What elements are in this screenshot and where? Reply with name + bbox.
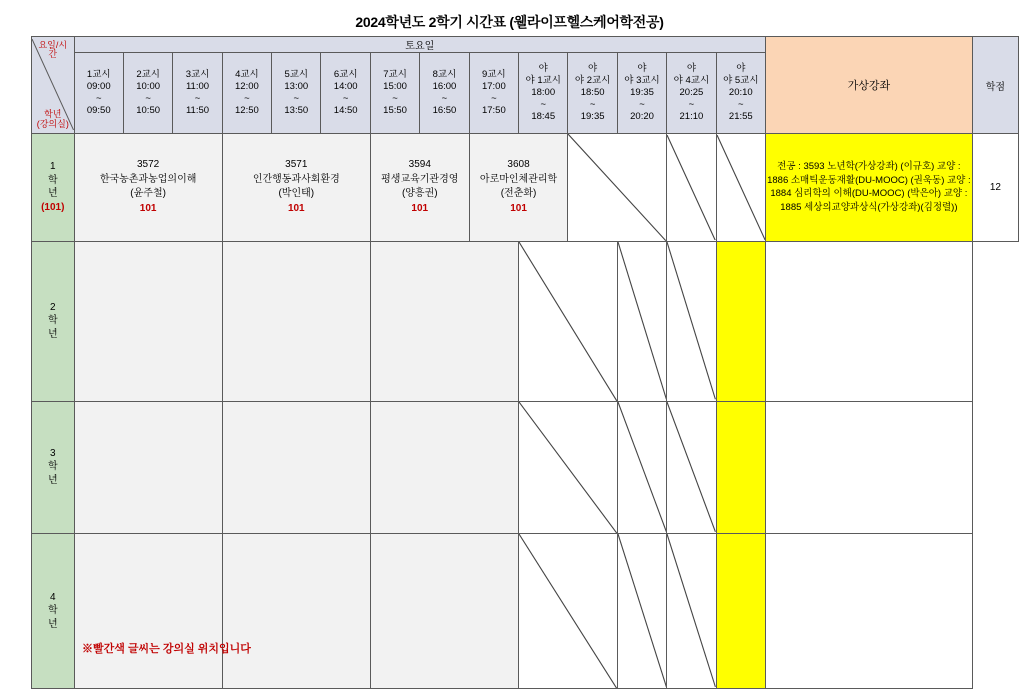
timetable (31, 36, 1019, 689)
table-row (32, 533, 1019, 688)
course-cell[interactable] (370, 241, 518, 401)
table-row (32, 401, 1019, 533)
corner-label-top: 요일/시 간 (38, 40, 68, 60)
virtual-course-cell[interactable] (716, 241, 765, 401)
blocked-slot (667, 134, 716, 242)
table-row (32, 134, 1019, 242)
diagonal-strike-icon (519, 402, 617, 533)
diagonal-strike-icon (568, 134, 666, 241)
course-cell[interactable]: 3608 아로마인체관리학 (전춘화) 101 (469, 134, 568, 242)
period-header-2: 2교시 10:00 ~ 10:50 (123, 53, 172, 134)
diagonal-strike-icon (667, 242, 715, 399)
diagonal-strike-icon (519, 242, 617, 401)
period-header-9: 9교시 17:00 ~ 17:50 (469, 53, 518, 134)
year-label-3: 3 학 년 (32, 401, 75, 533)
course-cell[interactable] (74, 533, 222, 688)
diagonal-strike-icon (618, 402, 666, 532)
page-title: 2024학년도 2학기 시간표 (웰라이프헬스케어학전공) (355, 14, 664, 30)
course-cell[interactable] (74, 241, 222, 401)
diagonal-strike-icon (618, 534, 666, 687)
blocked-slot (667, 533, 716, 688)
blocked-slot (617, 401, 666, 533)
day-header: 토요일 (74, 37, 765, 53)
period-header-4: 4교시 12:00 ~ 12:50 (222, 53, 271, 134)
footnote: ※빨간색 글씨는 강의실 위치입니다 (82, 643, 251, 655)
period-header-7: 7교시 15:00 ~ 15:50 (370, 53, 419, 134)
course-cell[interactable]: 3572 한국농촌과농업의이해 (윤주철) 101 (74, 134, 222, 242)
period-header-night-3: 야 야 3교시 19:35 ~ 20:20 (617, 53, 666, 134)
credit-header: 학점 (972, 37, 1018, 134)
credit-cell (766, 401, 973, 533)
year-label-2: 2 학 년 (32, 241, 75, 401)
course-cell[interactable] (370, 401, 518, 533)
diagonal-strike-icon (667, 402, 715, 532)
blocked-slot (617, 241, 666, 401)
period-header-8: 8교시 16:00 ~ 16:50 (420, 53, 469, 134)
blocked-slot (519, 533, 618, 688)
blocked-slot (667, 241, 716, 401)
blocked-slot (519, 241, 618, 401)
period-header-5: 5교시 13:00 ~ 13:50 (272, 53, 321, 134)
period-header-1: 1교시 09:00 ~ 09:50 (74, 53, 123, 134)
virtual-course-cell[interactable] (716, 401, 765, 533)
blocked-slot (519, 401, 618, 533)
virtual-course-cell[interactable] (716, 533, 765, 688)
course-cell[interactable]: 3571 인간행동과사회환경 (박인태) 101 (222, 134, 370, 242)
period-header-3: 3교시 11:00 ~ 11:50 (173, 53, 222, 134)
diagonal-strike-icon (717, 135, 765, 241)
period-header-6: 6교시 14:00 ~ 14:50 (321, 53, 370, 134)
course-cell[interactable] (370, 533, 518, 688)
course-cell[interactable] (222, 241, 370, 401)
virtual-course-header: 가상강좌 (766, 37, 973, 134)
timetable-head (32, 37, 1019, 134)
period-header-night-1: 야 야 1교시 18:00 ~ 18:45 (519, 53, 568, 134)
course-cell[interactable] (222, 401, 370, 533)
period-header-night-4: 야 야 4교시 20:25 ~ 21:10 (667, 53, 716, 134)
diagonal-strike-icon (667, 135, 715, 241)
virtual-course-cell[interactable]: 전공 : 3593 노년학(가상강좌) (이규호) 교양 : 1886 소매틱운동재활(DU-MOOC) (권욱동) 교양 : 1884 심리학의 이해(DU-MOOC) (박은아) 교양 : 1885 세상의교양과상식(가상강좌)(김정렬)) (766, 134, 973, 242)
blocked-slot (568, 134, 667, 242)
credit-cell (766, 241, 973, 401)
period-header-night-5: 야 야 5교시 20:10 ~ 21:55 (716, 53, 765, 134)
corner-label-bottom: 학년 (강의실) (36, 109, 69, 129)
table-row (32, 241, 1019, 401)
blocked-slot (617, 533, 666, 688)
credit-cell: 12 (972, 134, 1018, 242)
diagonal-strike-icon (618, 242, 666, 399)
period-header-night-2: 야 야 2교시 18:50 ~ 19:35 (568, 53, 617, 134)
course-cell[interactable] (222, 533, 370, 688)
diagonal-strike-icon (667, 534, 715, 687)
year-label-1: 1 학 년 (101) (32, 134, 75, 242)
corner-header (32, 37, 75, 134)
header-row-day (32, 37, 1019, 53)
year-label-4: 4 학 년 (32, 533, 75, 688)
course-cell[interactable]: 3594 평생교육기관경영 (양흥권) 101 (370, 134, 469, 242)
blocked-slot (667, 401, 716, 533)
credit-cell (766, 533, 973, 688)
timetable-body (32, 134, 1019, 689)
diagonal-strike-icon (519, 534, 617, 688)
blocked-slot (716, 134, 765, 242)
course-cell[interactable] (74, 401, 222, 533)
